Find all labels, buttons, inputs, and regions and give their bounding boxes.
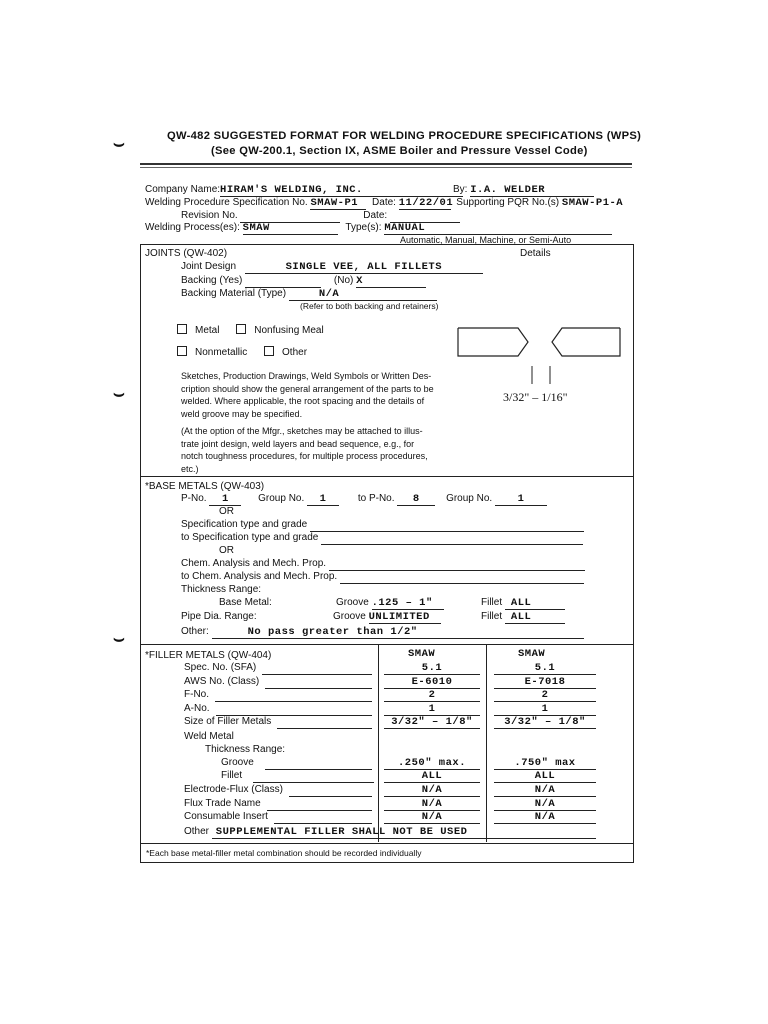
filler-value-v1[interactable]: 3/32" – 1/8" [384, 716, 480, 729]
sketch-note: Sketches, Production Drawings, Weld Symbols or Written Des- cription should show the general arrangement of the parts to be welded. Where applicable, the root spacing and the details of weld groove may be specified. [181, 371, 434, 419]
pipe-groove-field[interactable]: UNLIMITED [369, 611, 441, 624]
weld-fillet-v2[interactable]: ALL [494, 770, 596, 783]
weld-metal-label: Weld Metal [184, 731, 234, 742]
backing-material-row: Backing Material (Type) N/A [181, 288, 437, 301]
document-title: QW-482 SUGGESTED FORMAT FOR WELDING PROCEDURE SPECIFICATIONS (WPS) [167, 130, 642, 142]
filler-row-label: F-No. [184, 689, 372, 702]
pipe-dia-label: Pipe Dia. Range: [181, 611, 257, 622]
base-fillet-field[interactable]: ALL [505, 597, 565, 610]
filler-row-label: Flux Trade Name [184, 798, 372, 811]
weld-fillet-row: Fillet [221, 770, 374, 783]
joint-sketch-drawing [452, 322, 628, 388]
group-no-field[interactable]: 1 [307, 493, 339, 506]
types-note: Automatic, Manual, Machine, or Semi-Auto [400, 235, 572, 245]
base-other-field[interactable]: No pass greater than 1/2" [212, 626, 584, 639]
to-pno-field[interactable]: 8 [397, 493, 435, 506]
filler-col-header-1: SMAW [408, 648, 436, 660]
company-row: Company Name:HIRAM'S WELDING, INC. [145, 184, 463, 197]
margin-mark: ⌣ [113, 133, 125, 153]
base-groove-row: Groove .125 – 1" [336, 597, 444, 610]
metal-checkbox[interactable] [177, 324, 187, 334]
filler-other-field[interactable]: SUPPLEMENTAL FILLER SHALL NOT BE USED [212, 826, 596, 839]
by-row: By: I.A. WELDER [453, 184, 594, 197]
filler-value-v2[interactable]: 5.1 [494, 662, 596, 675]
filler-row-label: AWS No. (Class) [184, 676, 372, 689]
filler-row-label: Electrode-Flux (Class) [184, 784, 372, 797]
pipe-fillet-field[interactable]: ALL [505, 611, 565, 624]
process-row: Welding Process(es): SMAW Type(s): MANUAL [145, 222, 612, 235]
process-field[interactable]: SMAW [243, 222, 338, 235]
pipe-groove-row: Groove UNLIMITED [333, 611, 441, 624]
backing-no-field[interactable]: X [356, 275, 426, 288]
backing-yes-field[interactable] [245, 275, 321, 288]
or-label: OR [219, 545, 234, 556]
filler-value-v2[interactable]: N/A [494, 784, 596, 797]
base-fillet-row: Fillet ALL [481, 597, 565, 610]
other-checkbox[interactable] [264, 346, 274, 356]
chem-analysis-field[interactable] [329, 558, 585, 571]
nonmetallic-checkbox[interactable] [177, 346, 187, 356]
types-field[interactable]: MANUAL [384, 222, 612, 235]
pipe-fillet-row: Fillet ALL [481, 611, 565, 624]
filler-row-label: Spec. No. (SFA) [184, 662, 372, 675]
backing-row: Backing (Yes) (No) X [181, 275, 426, 288]
chem-row: Chem. Analysis and Mech. Prop. [181, 558, 585, 571]
joint-design-row: Joint Design SINGLE VEE, ALL FILLETS [181, 261, 483, 274]
filler-value-v2[interactable]: N/A [494, 811, 596, 824]
filler-col-header-2: SMAW [518, 648, 546, 660]
checkbox-row-2: Nonmetallic Other [177, 346, 307, 359]
weld-groove-v1[interactable]: .250" max. [384, 757, 480, 770]
filler-row-label: A-No. [184, 703, 372, 716]
pqr-number-field[interactable]: SMAW-P1-A [561, 197, 624, 209]
filler-row-label: Size of Filler Metals [184, 716, 372, 729]
backing-material-field[interactable]: N/A [289, 288, 437, 301]
filler-metals-heading: *FILLER METALS (QW-404) [145, 650, 272, 661]
filler-value-v1[interactable]: 5.1 [384, 662, 480, 675]
filler-value-v1[interactable]: 2 [384, 689, 480, 702]
group-no-2-field[interactable]: 1 [495, 493, 547, 506]
margin-mark: ⌣ [113, 628, 125, 648]
weld-groove-row: Groove [221, 757, 372, 770]
filler-value-v1[interactable]: E-6010 [384, 676, 480, 689]
base-metal-label: Base Metal: [219, 597, 272, 608]
base-groove-field[interactable]: .125 – 1" [372, 597, 444, 610]
weld-thickness-label: Thickness Range: [205, 744, 286, 755]
filler-value-v2[interactable]: E-7018 [494, 676, 596, 689]
to-spec-grade-field[interactable] [321, 532, 583, 545]
filler-value-v2[interactable]: 2 [494, 689, 596, 702]
margin-mark: ⌣ [113, 383, 125, 403]
footnote: *Each base metal-filler metal combination should be recorded individually [146, 848, 422, 858]
by-field[interactable]: I.A. WELDER [470, 184, 594, 197]
filler-value-v1[interactable]: N/A [384, 784, 480, 797]
wps-date-field[interactable]: 11/22/01 [398, 197, 454, 209]
root-gap-label: 3/32" – 1/16" [503, 390, 568, 404]
joints-heading: JOINTS (QW-402) [145, 248, 228, 259]
weld-groove-v2[interactable]: .750" max [494, 757, 596, 770]
option-note: (At the option of the Mfgr., sketches may be attached to illus- trate joint design, weld layers and bead sequence, e.g., for notch toughness procedures, for multiple process procedures, etc.) [181, 426, 428, 474]
wps-row: Welding Procedure Specification No. SMAW-P1 Date: 11/22/01 Supporting PQR No.(s) SMAW-P1-A [145, 197, 624, 209]
details-label: Details [520, 248, 551, 259]
base-metals-heading: *BASE METALS (QW-403) [145, 481, 265, 492]
to-chem-row: to Chem. Analysis and Mech. Prop. [181, 571, 584, 584]
or-label: OR [219, 506, 234, 517]
filler-value-v1[interactable]: N/A [384, 798, 480, 811]
base-other-row: Other: No pass greater than 1/2" [181, 626, 584, 639]
backing-note: (Refer to both backing and retainers) [300, 301, 439, 311]
nonfusing-checkbox[interactable] [236, 324, 246, 334]
filler-value-v1[interactable]: 1 [384, 703, 480, 716]
joint-design-field[interactable]: SINGLE VEE, ALL FILLETS [245, 261, 483, 274]
checkbox-row-1: Metal Nonfusing Meal [177, 324, 324, 337]
filler-value-v2[interactable]: 3/32" – 1/8" [494, 716, 596, 729]
wps-number-field[interactable]: SMAW-P1 [310, 197, 366, 210]
company-name-field[interactable]: HIRAM'S WELDING, INC. [220, 184, 463, 197]
spec-grade-field[interactable] [310, 519, 584, 532]
revision-row: Revision No. Date: [181, 210, 460, 223]
pno-row: P-No. 1 Group No. 1 to P-No. 8 Group No. 1 [181, 493, 547, 506]
filler-row-label: Consumable Insert [184, 811, 372, 824]
weld-fillet-v1[interactable]: ALL [384, 770, 480, 783]
document-subtitle: (See QW-200.1, Section IX, ASME Boiler and Pressure Vessel Code) [211, 145, 588, 157]
filler-value-v2[interactable]: 1 [494, 703, 596, 716]
filler-value-v1[interactable]: N/A [384, 811, 480, 824]
to-spec-row: to Specification type and grade [181, 532, 583, 545]
spec-row: Specification type and grade [181, 519, 584, 532]
pno-field[interactable]: 1 [209, 493, 241, 506]
to-chem-analysis-field[interactable] [340, 571, 584, 584]
filler-other-row: Other SUPPLEMENTAL FILLER SHALL NOT BE USED [184, 826, 596, 839]
filler-value-v2[interactable]: N/A [494, 798, 596, 811]
thickness-range-label: Thickness Range: [181, 584, 262, 595]
